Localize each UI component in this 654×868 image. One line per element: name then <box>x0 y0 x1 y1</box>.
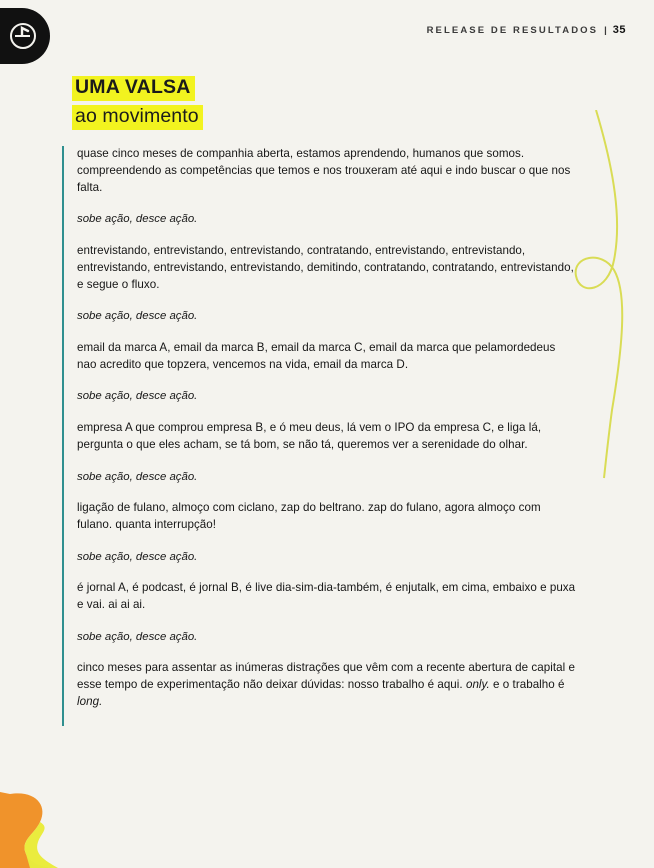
refrain-line: sobe ação, desce ação. <box>77 550 198 563</box>
page-title <box>72 76 203 130</box>
paragraph: entrevistando, entrevistando, entrevistando, contratando, entrevistando, entrevistando, entrevistando, entrevistando, entrevistando, demitindo, contratando, contratando, entrevistando, e segue o fluxo. <box>77 243 574 291</box>
refrain-line: sobe ação, desce ação. <box>77 630 198 643</box>
refrain-line: sobe ação, desce ação. <box>77 310 198 323</box>
logo-stroke-icon <box>9 22 35 48</box>
closing-text-1: cinco meses para assentar as inúmeras distrações que vêm com a recente abertura de capital e esse tempo de experimentação não deixar dúvidas: nosso trabalho é aqui. <box>77 661 575 692</box>
title-line-1: UMA VALSA <box>72 76 195 101</box>
paragraph: ligação de fulano, almoço com ciclano, zap do beltrano. zap do fulano, agora almoço com fulano. quanta interrupção! <box>77 501 541 531</box>
closing-emphasis-1: only. <box>465 678 490 692</box>
title-line-2: ao movimento <box>72 105 203 130</box>
closing-text-2: e o trabalho é <box>489 678 565 692</box>
closing-paragraph <box>77 660 578 710</box>
paragraph: é jornal A, é podcast, é jornal B, é live dia-sim-dia-também, é enjutalk, em cima, embaixo e puxa e vai. ai ai ai. <box>77 581 576 612</box>
logo-badge <box>0 8 50 64</box>
header-separator: | <box>604 25 607 36</box>
paragraph: quase cinco meses de companhia aberta, estamos aprendendo, humanos que somos. compreendendo as competências que temos e nos trouxeram até aqui e indo buscar o que nos falta. <box>77 147 571 194</box>
paragraph: email da marca A, email da marca B, email da marca C, email da marca que pelamordedeus nao acredito que topzera, vencemos na vida, email da marca D. <box>77 340 556 371</box>
refrain-line: sobe ação, desce ação. <box>77 470 198 483</box>
page-header <box>427 24 626 36</box>
refrain-line: sobe ação, desce ação. <box>77 390 198 403</box>
paragraph: empresa A que comprou empresa B, e ó meu deus, lá vem o IPO da empresa C, e liga lá, pergunta o que eles acham, se tá bom, se não tá, queremos ver a serenidade do olhar. <box>77 420 542 451</box>
bottom-ornament <box>0 788 130 868</box>
header-label: RELEASE DE RESULTADOS <box>426 25 599 36</box>
circle-e-logo-icon <box>10 23 36 49</box>
refrain-line: sobe ação, desce ação. <box>77 213 198 226</box>
article-body <box>62 146 578 726</box>
page-number: 35 <box>612 24 626 36</box>
closing-emphasis-2: long. <box>77 694 103 708</box>
